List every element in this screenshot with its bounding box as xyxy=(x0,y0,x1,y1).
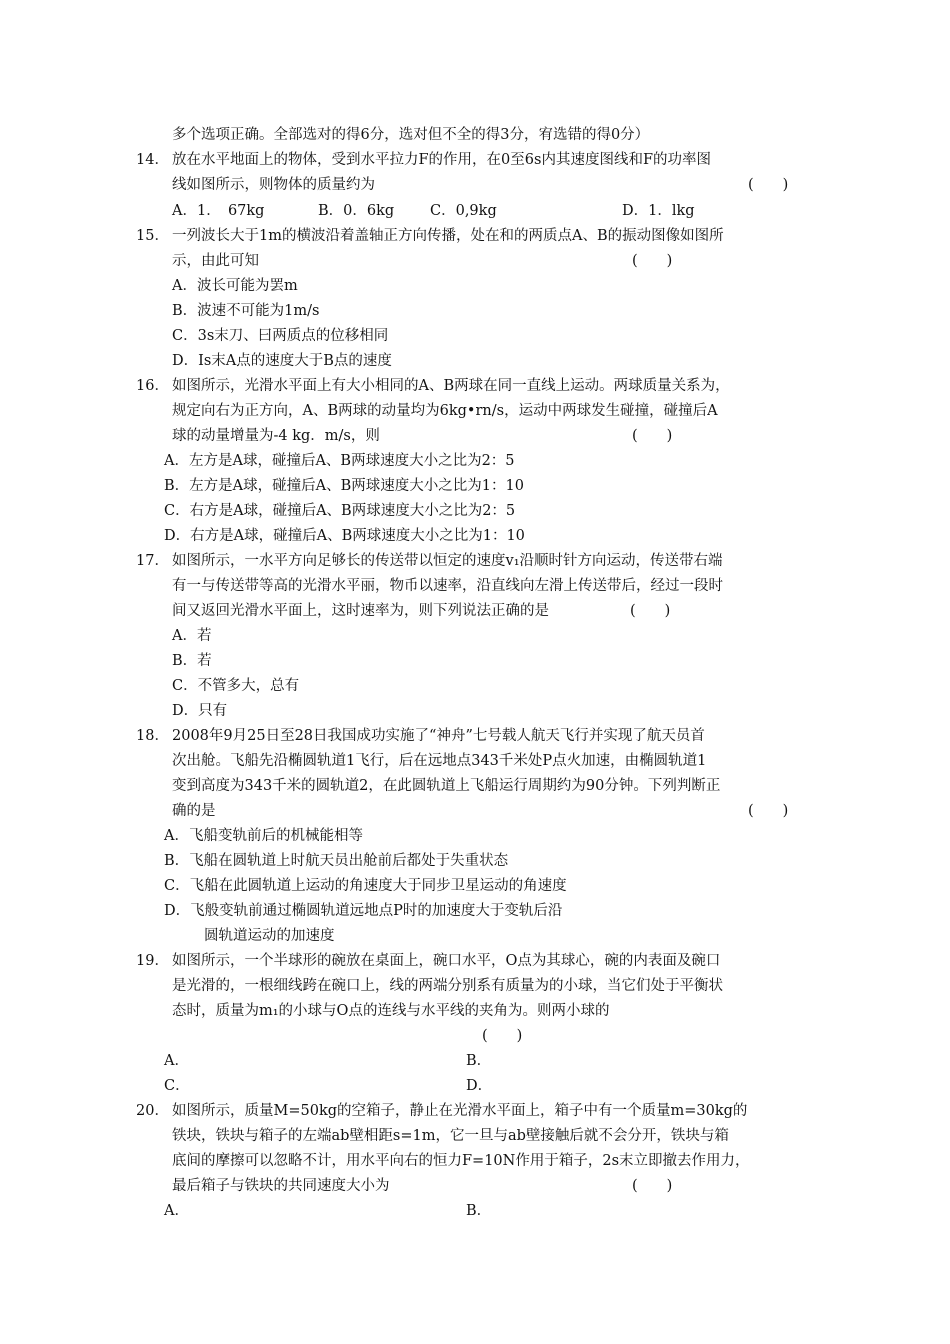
question-text: 有一与传送带等高的光滑水平丽，物币以速率，沿直线向左滑上传送带后，经过一段时 xyxy=(172,578,723,594)
question-text: 铁块，铁块与箱子的左端ab壁相距s=1m，它一旦与ab壁接触后就不会分开，铁块与箱 xyxy=(172,1128,729,1144)
section-instruction: 多个选项正确。全部选对的得6分，选对但不全的得3分，宥选错的得0分） xyxy=(172,127,650,143)
option-c: C．0,9kg xyxy=(430,203,497,219)
option-a: A．若 xyxy=(172,628,212,644)
question-text: 线如图所示，则物体的质量约为 xyxy=(172,177,375,193)
answer-blank: ( ) xyxy=(632,428,673,444)
question-number: 15． xyxy=(136,228,169,244)
answer-blank: ( ) xyxy=(630,603,671,619)
option-c: C．右方是A球，碰撞后A、B两球速度大小之比为2：5 xyxy=(164,503,516,519)
question-text: 间又返回光滑水平面上，这时速率为，则下列说法正确的是 xyxy=(172,603,549,619)
question-text: 一列波长大于1m的横波沿着盖轴正方向传播，处在和的两质点A、B的振动图像如图所 xyxy=(172,228,724,244)
option-a: A．1． 67kg xyxy=(172,203,265,219)
question-number: 16． xyxy=(136,378,169,394)
option-d: D．Is末A点的速度大于B点的速度 xyxy=(172,353,392,369)
option-b: B．若 xyxy=(172,653,212,669)
question-text: 规定向右为正方向，A、B两球的动量均为6kg•rn/s，运动中两球发生碰撞，碰撞后A xyxy=(172,403,718,419)
answer-blank: ( ) xyxy=(632,253,673,269)
answer-blank: ( ) xyxy=(748,177,789,193)
answer-blank: ( ) xyxy=(632,1178,673,1194)
question-text: 底间的摩擦可以忽略不计，用水平向右的恒力F=10N作用于箱子，2s末立即撤去作用力， xyxy=(172,1153,750,1169)
question-text: 如图所示，一水平方向足够长的传送带以恒定的速度v₁沿顺时针方向运动，传送带右端 xyxy=(172,553,723,569)
option-b: B．波速不可能为1m/s xyxy=(172,303,320,319)
answer-blank: ( ) xyxy=(748,803,789,819)
question-number: 18． xyxy=(136,728,169,744)
question-text: 2008年9月25日至28日我国成功实施了“神舟”七号载人航天飞行并实现了航天员首 xyxy=(172,728,705,744)
option-c: C．飞船在此圆轨道上运动的角速度大于同步卫星运动的角速度 xyxy=(164,878,567,894)
option-d: D． xyxy=(466,1078,493,1094)
question-text: 变到高度为343千米的圆轨道2，在此圆轨道上飞船运行周期约为90分钟。下列判断正 xyxy=(172,778,721,794)
option-d: D．右方是A球，碰撞后A、B两球速度大小之比为1：10 xyxy=(164,528,525,544)
option-a: A． xyxy=(164,1053,189,1069)
option-d-continued: 圆轨道运动的加速度 xyxy=(204,928,335,944)
option-b: B． xyxy=(466,1053,492,1069)
question-text: 态时，质量为m₁的小球与O点的连线与水平线的夹角为。则两小球的 xyxy=(172,1003,610,1019)
option-a: A．左方是A球，碰撞后A、B两球速度大小之比为2：5 xyxy=(164,453,515,469)
option-d: D．1．lkg xyxy=(622,203,695,219)
question-text: 放在水平地面上的物体，受到水平拉力F的作用，在0至6s内其速度图线和F的功率图 xyxy=(172,152,712,168)
option-a: A．波长可能为罢m xyxy=(172,278,298,294)
option-b: B．左方是A球，碰撞后A、B两球速度大小之比为1：10 xyxy=(164,478,524,494)
option-c: C．3s末刀、曰两质点的位移相同 xyxy=(172,328,389,344)
question-number: 17． xyxy=(136,553,169,569)
question-text: 最后箱子与铁块的共同速度大小为 xyxy=(172,1178,390,1194)
option-d: D．只有 xyxy=(172,703,228,719)
question-text: 次出舱。飞船先沿椭圆轨道1飞行，后在远地点343千米处P点火加速，由椭圆轨道1 xyxy=(172,753,707,769)
question-text: 是光滑的，一根细线跨在碗口上，线的两端分别系有质量为的小球，当它们处于平衡状 xyxy=(172,978,723,994)
option-a: A．飞船变轨前后的机械能相等 xyxy=(164,828,363,844)
option-c: C．不管多大，总有 xyxy=(172,678,300,694)
answer-blank: ( ) xyxy=(482,1028,523,1044)
option-b: B．0．6kg xyxy=(318,203,395,219)
question-text: 如图所示，光滑水平面上有大小相同的A、B两球在同一直线上运动。两球质量关系为， xyxy=(172,378,730,394)
question-text: 球的动量增量为-4 kg．m/s，则 xyxy=(172,428,380,444)
option-c: C． xyxy=(164,1078,190,1094)
question-text: 示，由此可知 xyxy=(172,253,259,269)
question-number: 19． xyxy=(136,953,169,969)
question-number: 20． xyxy=(136,1103,169,1119)
option-b: B． xyxy=(466,1203,492,1219)
option-b: B．飞船在圆轨道上时航天员出舱前后都处于失重状态 xyxy=(164,853,509,869)
question-text: 如图所示，质量M=50kg的空箱子，静止在光滑水平面上，箱子中有一个质量m=30kg的 xyxy=(172,1103,748,1119)
option-a: A． xyxy=(164,1203,189,1219)
option-d: D．飞般变轨前通过椭圆轨道远地点P时的加速度大于变轨后沿 xyxy=(164,903,563,919)
question-number: 14． xyxy=(136,152,169,168)
question-text: 确的是 xyxy=(172,803,216,819)
question-text: 如图所示，一个半球形的碗放在桌面上，碗口水平，O点为其球心，碗的内表面及碗口 xyxy=(172,953,721,969)
